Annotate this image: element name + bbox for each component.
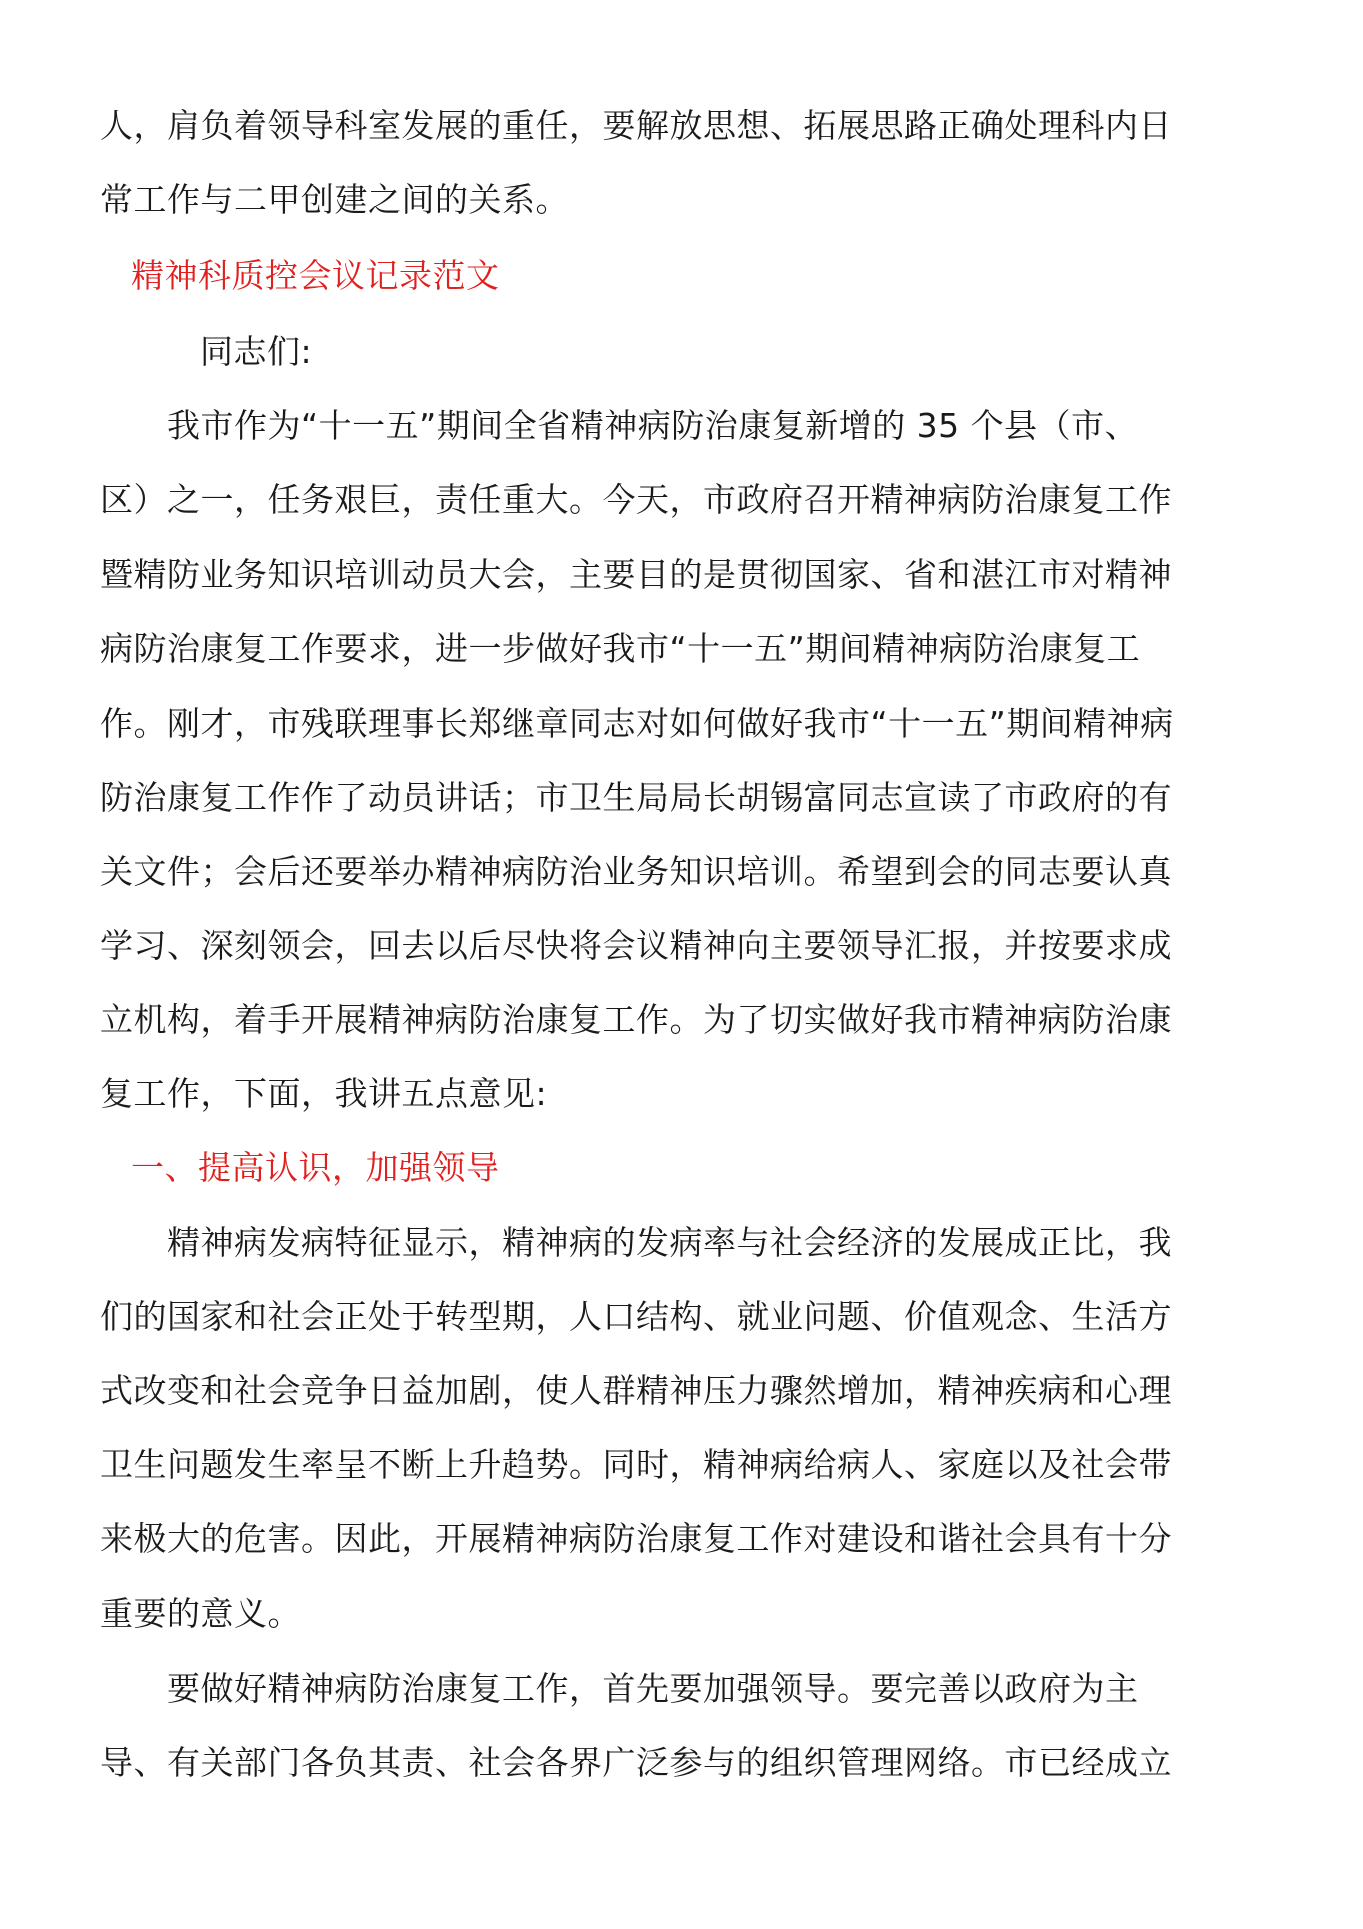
paragraph-line: 暨精防业务知识培训动员大会，主要目的是贯彻国家、省和湛江市对精神 [100,555,1172,594]
paragraph-line: 式改变和社会竞争日益加剧，使人群精神压力骤然增加，精神疾病和心理 [100,1371,1172,1410]
paragraph-line: 来极大的危害。因此，开展精神病防治康复工作对建设和谐社会具有十分 [100,1519,1172,1558]
paragraph-line: 导、有关部门各负其责、社会各界广泛参与的组织管理网络。市已经成立 [100,1743,1172,1782]
paragraph-line: 重要的意义。 [100,1594,301,1633]
section-heading: 一、提高认识，加强领导 [131,1148,500,1187]
paragraph-line: 人，肩负着领导科室发展的重任，要解放思想、拓展思路正确处理科内日 [100,106,1172,145]
salutation: 同志们: [200,332,313,371]
paragraph-line: 复工作，下面，我讲五点意见: [100,1074,548,1113]
paragraph-line: 立机构，着手开展精神病防治康复工作。为了切实做好我市精神病防治康 [100,1000,1172,1039]
document-title: 精神科质控会议记录范文 [131,256,500,295]
paragraph-line: 学习、深刻领会，回去以后尽快将会议精神向主要领导汇报，并按要求成 [100,926,1172,965]
paragraph-line: 常工作与二甲创建之间的关系。 [100,180,569,219]
paragraph-line: 防治康复工作作了动员讲话；市卫生局局长胡锡富同志宣读了市政府的有 [100,778,1172,817]
paragraph-line: 们的国家和社会正处于转型期，人口结构、就业问题、价值观念、生活方 [100,1297,1172,1336]
paragraph-line: 关文件；会后还要举办精神病防治业务知识培训。希望到会的同志要认真 [100,852,1172,891]
paragraph-line: 我市作为“十一五”期间全省精神病防治康复新增的 35 个县（市、 [167,406,1139,445]
paragraph-line: 要做好精神病防治康复工作，首先要加强领导。要完善以政府为主 [167,1669,1139,1708]
paragraph-line: 区）之一，任务艰巨，责任重大。今天，市政府召开精神病防治康复工作 [100,480,1172,519]
paragraph-line: 精神病发病特征显示，精神病的发病率与社会经济的发展成正比，我 [167,1223,1172,1262]
paragraph-line: 病防治康复工作要求，进一步做好我市“十一五”期间精神病防治康复工 [100,629,1141,668]
paragraph-line: 作。刚才，市残联理事长郑继章同志对如何做好我市“十一五”期间精神病 [100,704,1174,743]
paragraph-line: 卫生问题发生率呈不断上升趋势。同时，精神病给病人、家庭以及社会带 [100,1445,1172,1484]
